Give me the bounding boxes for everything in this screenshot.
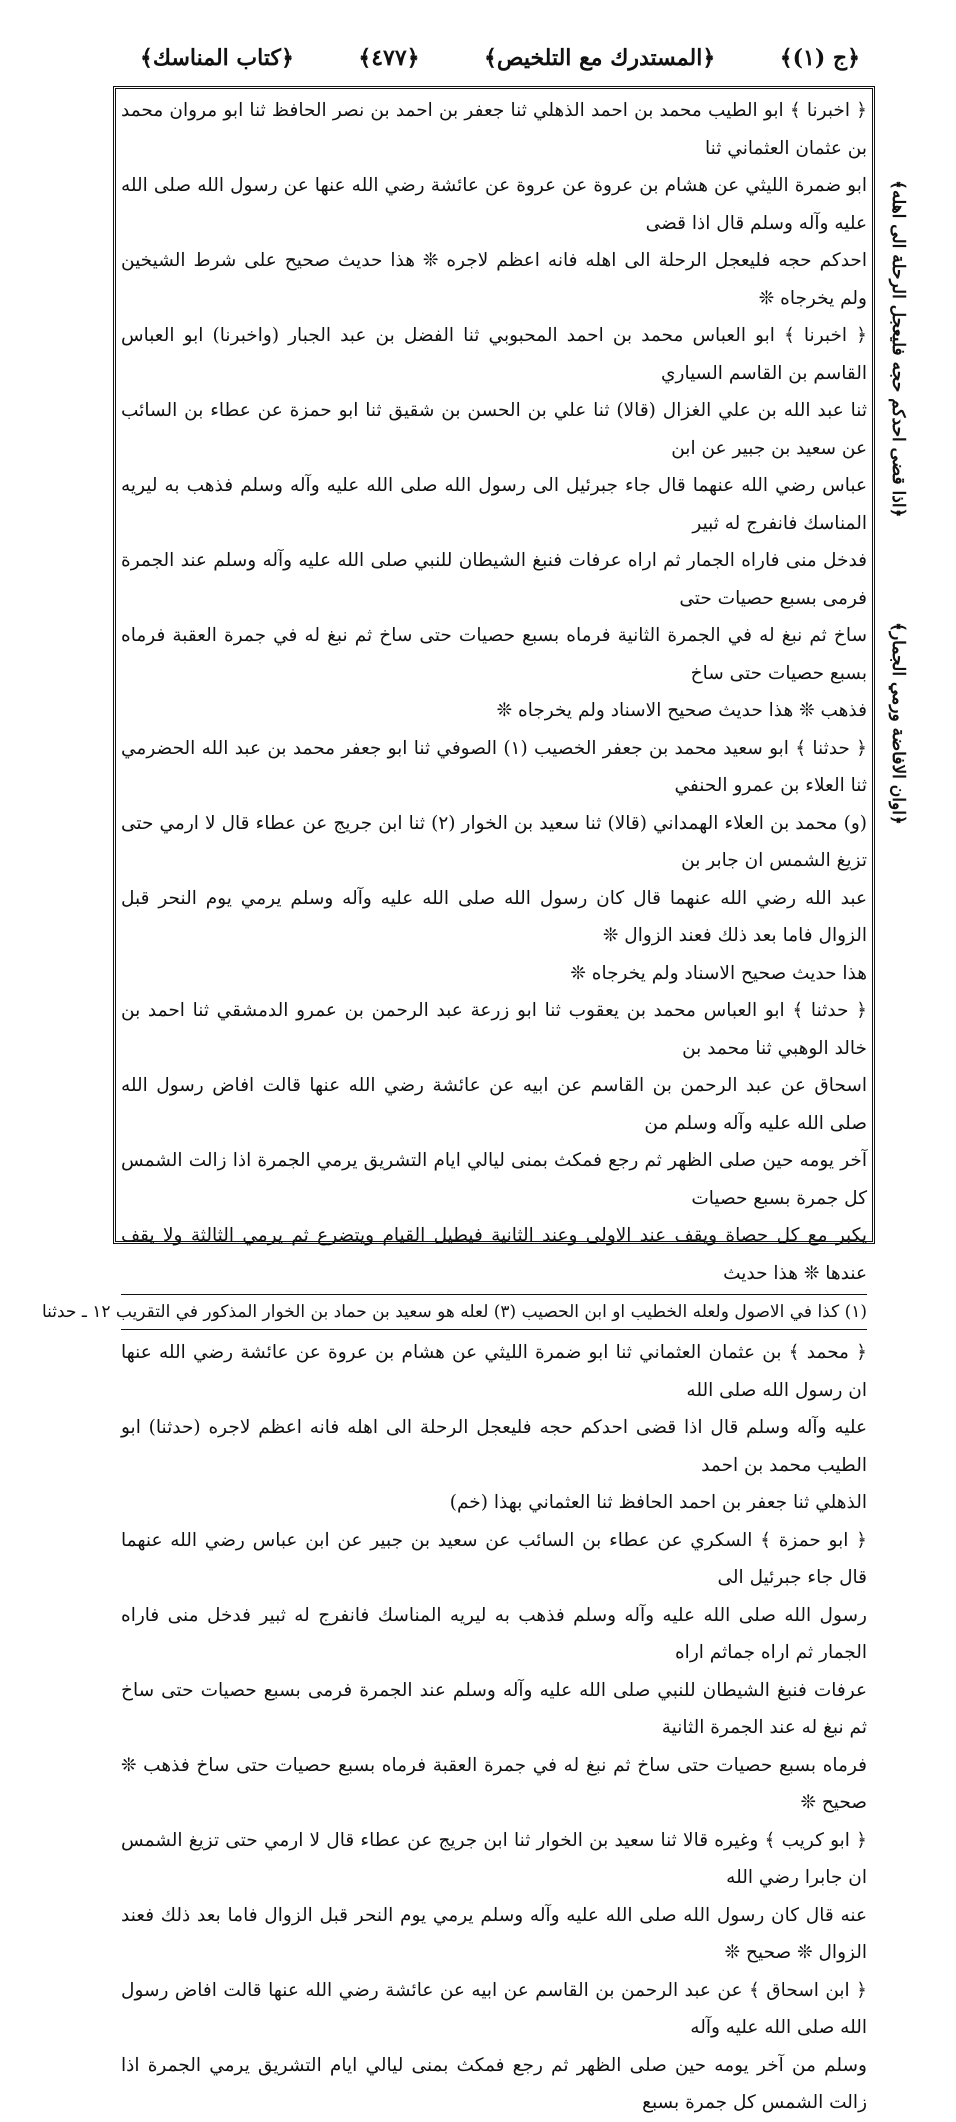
text-line: فدخل منى فاراه الجمار ثم اراه عرفات فنبغ الشيطان للنبي صلى الله عليه وآله وسلم عند الجمرة فرمى بسبع حصيات حتى bbox=[121, 550, 867, 609]
text-line: ﴿ اخبرنا ﴾ ابو العباس محمد بن احمد المحبوبي ثنا الفضل بن عبد الجبار (واخبرنا) ابو العباس القاسم بن القاسم السياري bbox=[121, 325, 867, 384]
talkhis-line: ﴿ ابن اسحاق ﴾ عن عبد الرحمن بن القاسم عن ابيه عن عائشة رضي الله عنها قالت افاض رسول الله صلى الله عليه وآله bbox=[121, 1979, 867, 2038]
header-book: ﴿كتاب المناسك﴾ bbox=[140, 45, 294, 71]
text-line: ساخ ثم نبغ له في الجمرة الثانية فرماه بسبع حصيات حتى ساخ ثم نبغ له في جمرة العقبة فرماه بسبع حصيات حتى ساخ bbox=[121, 625, 867, 684]
text-line: فذهب ❊ هذا حديث صحيح الاسناد ولم يخرجاه ❊ bbox=[496, 700, 867, 721]
talkhis-line: عليه وآله وسلم قال اذا قضى احدكم حجه فليعجل الرحلة الى اهله فانه اعظم لاجره (حدثنا) ابو الطيب محمد بن احمد bbox=[121, 1417, 867, 1476]
header-volume: ﴿ج (١)﴾ bbox=[779, 45, 860, 71]
margin-note-return-home: ﴿اذا قضى احدكم حجه فليعجل الرحلة الى اهله﴾ bbox=[888, 180, 908, 518]
margin-note-ifada-stoning: ﴿اوان الافاضة ورمي الجمار﴾ bbox=[888, 622, 908, 825]
talkhis-line: فرماه بسبع حصيات حتى ساخ ثم نبغ له في جمرة العقبة فرماه بسبع حصيات حتى ساخ فذهب ❊ صحيح ❊ bbox=[121, 1754, 867, 1813]
talkhis-line: الذهلي ثنا جعفر بن احمد الحافظ ثنا العثماني بهذا (خم) bbox=[449, 1492, 867, 1513]
footnote: (١) كذا في الاصول ولعله الخطيب او ابن الحصيب (٣) لعله هو سعيد بن حماد بن الخوار المذكور في التقريب ١٢ ـ حدثنا bbox=[41, 1302, 867, 1322]
text-line: عبد الله رضي الله عنهما قال كان رسول الله صلى الله عليه وآله وسلم يرمي يوم النحر قبل الزوال فاما بعد ذلك فعند الزوال ❊ bbox=[121, 887, 867, 946]
talkhis-line: عنه قال كان رسول الله صلى الله عليه وآله وسلم يرمي يوم النحر قبل الزوال فاما بعد ذلك فعند الزوال ❊ صحيح ❊ bbox=[121, 1904, 867, 1963]
talkhis-line: رسول الله صلى الله عليه وآله وسلم فذهب به ليريه المناسك فانفرج له ثبير فدخل منى فاراه الجمار ثم اراه جماثم اراه bbox=[121, 1604, 867, 1663]
talkhis-line: وسلم من آخر يومه حين صلى الظهر ثم رجع فمكث بمنى ليالي ايام التشريق يرمي الجمرة اذا زالت الشمس كل جمرة بسبع bbox=[121, 2054, 867, 2113]
main-text bbox=[41, 92, 868, 2122]
text-line: عباس رضي الله عنهما قال جاء جبرئيل الى رسول الله صلى الله عليه وآله وسلم فذهب به ليريه المناسك فانفرج له ثبير bbox=[121, 475, 867, 534]
header-page-number: ﴿٤٧٧﴾ bbox=[358, 45, 420, 71]
text-line: اسحاق عن عبد الرحمن بن القاسم عن ابيه عن عائشة رضي الله عنها قالت افاض رسول الله صلى الله عليه وآله وسلم من bbox=[121, 1075, 867, 1134]
text-line: ﴿ حدثنا ﴾ ابو العباس محمد بن يعقوب ثنا ابو زرعة عبد الرحمن بن عمرو الدمشقي ثنا احمد بن خالد الوهبي ثنا محمد بن bbox=[121, 1000, 867, 1059]
text-line: احدكم حجه فليعجل الرحلة الى اهله فانه اعظم لاجره ❊ هذا حديث صحيح على شرط الشيخين ولم يخرجاه ❊ bbox=[121, 250, 867, 309]
text-line: ﴿ اخبرنا ﴾ ابو الطيب محمد بن احمد الذهلي ثنا جعفر بن احمد بن نصر الحافظ ثنا ابو مروان محمد بن عثمان العثماني ثنا bbox=[121, 100, 867, 159]
talkhis-line: ﴿ ابو حمزة ﴾ السكري عن عطاء بن السائب عن سعيد بن جبير عن ابن عباس رضي الله عنهما قال جاء جبرئيل الى bbox=[121, 1529, 867, 1588]
text-line: (و) محمد بن العلاء الهمداني (قالا) ثنا سعيد بن الخوار (٢) ثنا ابن جريج عن عطاء قال لا ارمي حتى تزيغ الشمس ان جابر بن bbox=[121, 812, 868, 871]
talkhis-line: ﴿ ابو كريب ﴾ وغيره قالا ثنا سعيد بن الخوار ثنا ابن جريج عن عطاء قال لا ارمي حتى تزيغ الشمس ان جابرا رضي الله bbox=[121, 1829, 867, 1888]
text-line: يكبر مع كل حصاة ويقف عند الاولى وعند الثانية فيطيل القيام ويتضرع ثم يرمي الثالثة ولا يقف عندها ❊ هذا حديث bbox=[121, 1225, 867, 1284]
text-line: ابو ضمرة الليثي عن هشام بن عروة عن عروة عن عائشة رضي الله عنها عن رسول الله صلى الله عليه وآله وسلم قال اذا قضى bbox=[121, 175, 867, 234]
text-line: هذا حديث صحيح الاسناد ولم يخرجاه ❊ bbox=[570, 962, 867, 984]
header-title: ﴿المستدرك مع التلخيص﴾ bbox=[484, 45, 716, 71]
page-header bbox=[140, 36, 860, 80]
talkhis-line: ﴿ محمد ﴾ بن عثمان العثماني ثنا ابو ضمرة الليثي عن هشام بن عروة عن عائشة رضي الله عنها ان رسول الله صلى الله bbox=[121, 1342, 867, 1401]
talkhis-line: عرفات فنبغ الشيطان للنبي صلى الله عليه وآله وسلم عند الجمرة فرمى بسبع حصيات حتى ساخ ثم نبغ له عند الجمرة الثانية bbox=[121, 1679, 867, 1738]
text-line: ثنا عبد الله بن علي الغزال (قالا) ثنا علي بن الحسن بن شقيق ثنا ابو حمزة عن عطاء بن السائب عن سعيد بن جبير عن ابن bbox=[121, 400, 867, 459]
text-line: آخر يومه حين صلى الظهر ثم رجع فمكث بمنى ليالي ايام التشريق يرمي الجمرة اذا زالت الشمس كل جمرة بسبع حصيات bbox=[121, 1150, 867, 1209]
talkhis-divider bbox=[121, 1329, 867, 1330]
text-line: ﴿ حدثنا ﴾ ابو سعيد محمد بن جعفر الخصيب (١) الصوفي ثنا ابو جعفر محمد بن عبد الله الحضرمي ثنا العلاء بن عمرو الحنفي bbox=[121, 737, 867, 796]
